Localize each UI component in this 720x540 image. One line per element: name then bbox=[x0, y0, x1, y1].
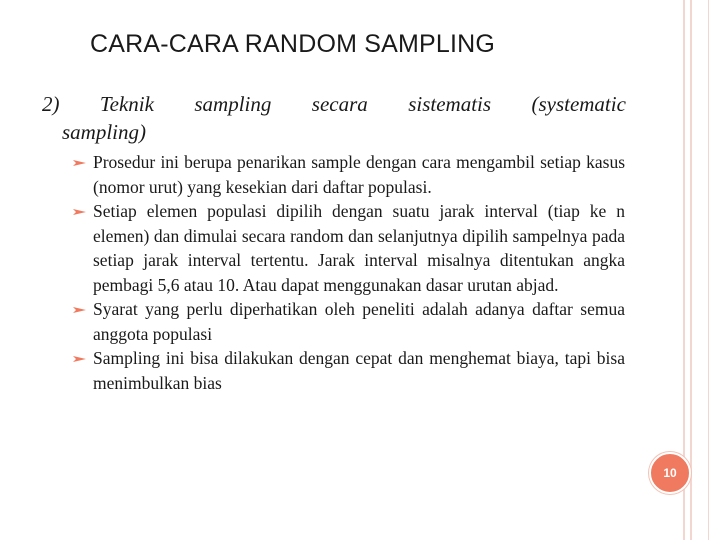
subtitle-line-1 bbox=[42, 90, 626, 118]
arrow-bullet-icon bbox=[73, 159, 86, 167]
bullet-list bbox=[73, 150, 625, 395]
page-number-badge: 10 bbox=[649, 452, 691, 494]
subtitle-number: 2) bbox=[42, 92, 60, 116]
slide-subtitle bbox=[42, 90, 626, 146]
subtitle-word: (systematic bbox=[531, 92, 626, 116]
list-item bbox=[73, 297, 625, 346]
decor-line bbox=[690, 0, 692, 540]
bullet-text: Syarat yang perlu diperhatikan oleh peneliti adalah adanya daftar semua anggota populasi bbox=[93, 299, 625, 344]
list-item bbox=[73, 199, 625, 297]
subtitle-word: Teknik bbox=[99, 92, 154, 116]
arrow-bullet-icon bbox=[73, 306, 86, 314]
decor-line bbox=[708, 0, 709, 540]
subtitle-word: sistematis bbox=[408, 92, 492, 116]
subtitle-line-2: sampling) bbox=[62, 120, 146, 144]
arrow-bullet-icon bbox=[73, 208, 86, 216]
bullet-text: Sampling ini bisa dilakukan dengan cepat dan menghemat biaya, tapi bisa menimbulkan bias bbox=[93, 348, 625, 393]
bullet-text: Prosedur ini berupa penarikan sample dengan cara mengambil setiap kasus (nomor urut) yang kesekian dari daftar populasi. bbox=[93, 152, 625, 197]
subtitle-word: sampling bbox=[194, 92, 272, 116]
list-item bbox=[73, 346, 625, 395]
slide-title: CARA-CARA RANDOM SAMPLING bbox=[90, 30, 496, 58]
subtitle-word: secara bbox=[311, 92, 368, 116]
arrow-bullet-icon bbox=[73, 355, 86, 363]
list-item bbox=[73, 150, 625, 199]
bullet-text: Setiap elemen populasi dipilih dengan suatu jarak interval (tiap ke n elemen) dan dimulai secara random dan selanjutnya dipilih sampelnya pada setiap jarak interval tertentu. Jarak interval misalnya ditentukan angka pembagi 5,6 atau 10. Atau dapat menggunakan dasar urutan abjad. bbox=[93, 201, 625, 295]
